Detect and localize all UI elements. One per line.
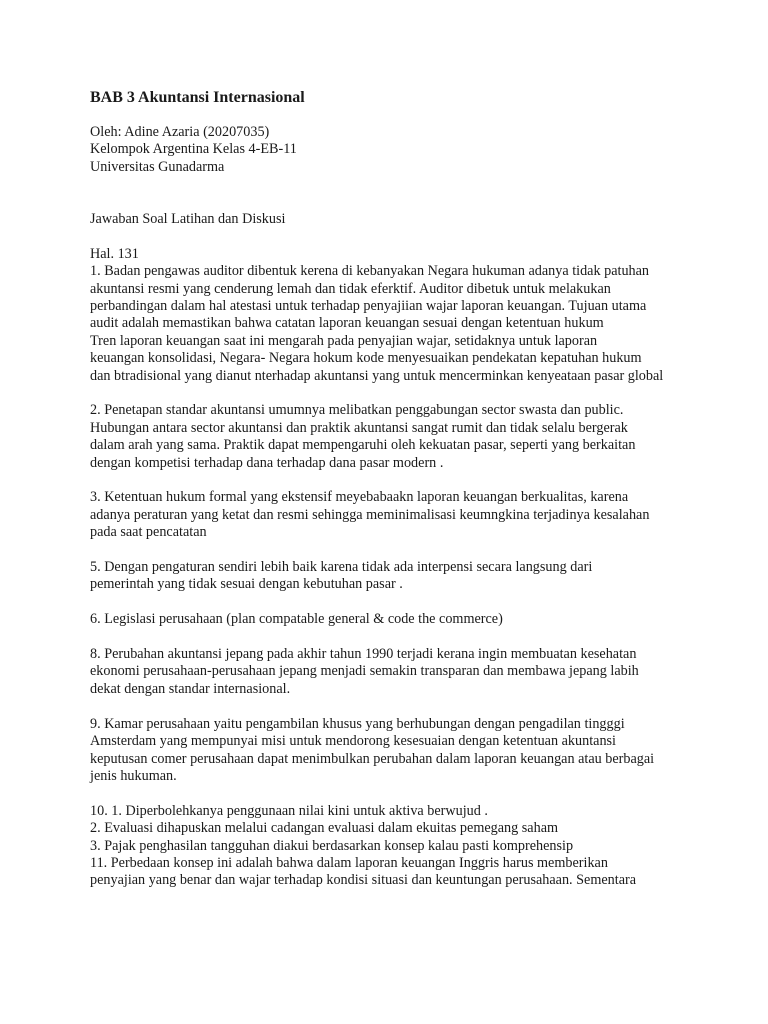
- text-line: akuntansi resmi yang cenderung lemah dan tidak eferktif. Auditor dibetuk untuk melakukan: [90, 280, 611, 297]
- text-line: audit adalah memastikan bahwa catatan laporan keuangan sesuai dengan ketentuan hukum: [90, 315, 604, 332]
- text-line: 3. Ketentuan hukum formal yang ekstensif meyebabaakn laporan keuangan berkualitas, karena: [90, 489, 629, 506]
- text-line: adanya peraturan yang ketat dan resmi sehingga meminimalisasi keumngkina terjadinya kesalahan: [90, 506, 650, 523]
- text-line: pada saat pencatatan: [90, 524, 207, 541]
- text-line: 9. Kamar perusahaan yaitu pengambilan khusus yang berhubungan dengan pengadilan tingggi: [90, 715, 625, 732]
- text-line: perbandingan dalam hal atestasi untuk terhadap penyajiian wajar laporan keuangan. Tujuan utama: [90, 298, 647, 315]
- text-line: dalam arah yang sama. Praktik dapat mempengaruhi oleh kekuatan pasar, seperti yang berkaitan: [90, 437, 636, 454]
- text-line: keputusan comer perusahaan dapat menimbulkan perubahan dalam laporan keuangan atau berbagai: [90, 750, 655, 767]
- document-content: [90, 88, 690, 890]
- answer-paragraph: [90, 716, 690, 786]
- author-block: [90, 124, 690, 176]
- text-line: penyajian yang benar dan wajar terhadap kondisi situasi dan keuntungan perusahaan. Sementara: [90, 872, 637, 889]
- text-line: jenis hukuman.: [90, 767, 177, 784]
- text-line: 2. Penetapan standar akuntansi umumnya melibatkan penggabungan sector swasta dan public.: [90, 402, 624, 419]
- text-line: pemerintah yang tidak sesuai dengan kebutuhan pasar .: [90, 576, 403, 593]
- answers-body: [90, 246, 690, 890]
- text-line: 5. Dengan pengaturan sendiri lebih baik karena tidak ada interpensi secara langsung dari: [90, 559, 593, 576]
- text-line: 10. 1. Diperbolehkanya penggunaan nilai kini untuk aktiva berwujud .: [90, 802, 488, 819]
- text-line: Tren laporan keuangan saat ini mengarah pada penyajian wajar, setidaknya untuk laporan: [90, 332, 598, 349]
- text-line: 11. Perbedaan konsep ini adalah bahwa dalam laporan keuangan Inggris harus memberikan: [90, 854, 608, 871]
- answer-paragraph: [90, 246, 690, 385]
- text-line: dekat dengan standar internasional.: [90, 680, 291, 697]
- answer-paragraph: [90, 489, 690, 541]
- answer-paragraph: [90, 646, 690, 698]
- text-line: dan btradisional yang dianut nterhadap akuntansi yang untuk mencerminkan kenyeataan pasar global: [90, 367, 664, 384]
- text-line: 8. Perubahan akuntansi jepang pada akhir tahun 1990 terjadi kerana ingin membuatan kesehatan: [90, 646, 637, 663]
- author-line: Oleh: Adine Azaria (20207035): [90, 124, 270, 140]
- text-line: Hal. 131: [90, 245, 139, 262]
- answer-paragraph: [90, 559, 690, 594]
- text-line: 1. Badan pengawas auditor dibentuk kerena di kebanyakan Negara hukuman adanya tidak patuhan: [90, 263, 650, 280]
- answer-paragraph: [90, 803, 690, 890]
- answer-paragraph: [90, 611, 690, 628]
- text-line: 6. Legislasi perusahaan (plan compatable general & code the commerce): [90, 611, 503, 628]
- answer-paragraph: [90, 402, 690, 472]
- section-subtitle: Jawaban Soal Latihan dan Diskusi: [90, 211, 286, 228]
- text-line: dengan kompetisi terhadap dana terhadap dana pasar modern .: [90, 454, 444, 471]
- text-line: keuangan konsolidasi, Negara- Negara hokum kode menyesuaikan pendekatan kepatuhan hukum: [90, 350, 642, 367]
- group-line: Kelompok Argentina Kelas 4-EB-11: [90, 141, 297, 158]
- text-line: Amsterdam yang mempunyai misi untuk mendorong kesesuaian dengan ketentuan akuntansi: [90, 733, 616, 750]
- university-line: Universitas Gunadarma: [90, 158, 225, 175]
- text-line: 2. Evaluasi dihapuskan melalui cadangan evaluasi dalam ekuitas pemegang saham: [90, 820, 559, 837]
- text-line: Hubungan antara sector akuntansi dan praktik akuntansi sangat rumit dan tidak selalu bergerak: [90, 419, 628, 436]
- text-line: ekonomi perusahaan-perusahaan jepang menjadi semakin transparan dan membawa jepang labih: [90, 663, 639, 680]
- document-title: BAB 3 Akuntansi Internasional: [90, 89, 305, 106]
- text-line: 3. Pajak penghasilan tangguhan diakui berdasarkan konsep kalau pasti komprehensip: [90, 837, 574, 854]
